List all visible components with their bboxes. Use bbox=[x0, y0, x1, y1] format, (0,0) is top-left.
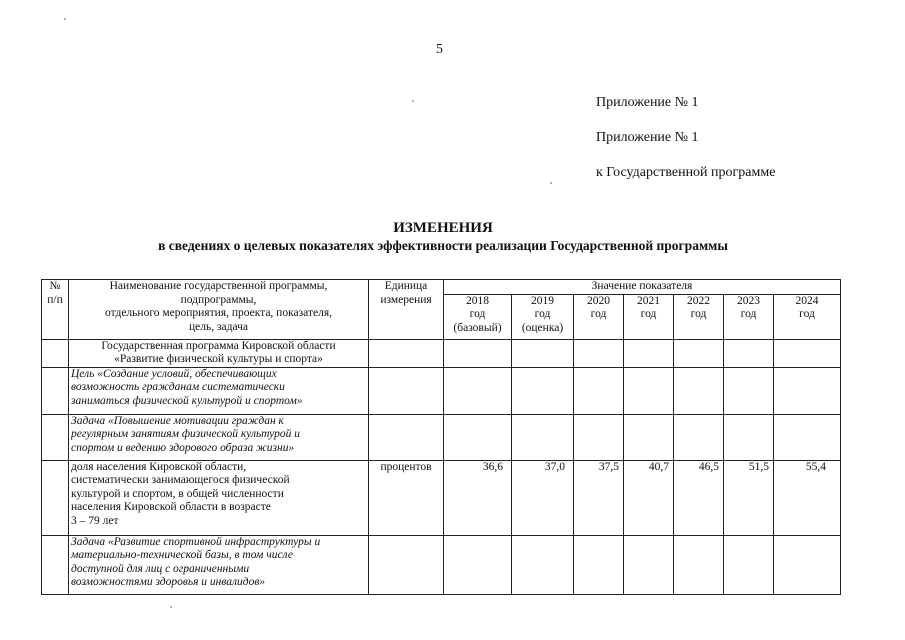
header-row bbox=[42, 280, 841, 295]
appendix-line-2: Приложение № 1 bbox=[596, 130, 699, 145]
header-year-2021: 2021 год bbox=[624, 294, 674, 339]
goal-text: Цель «Создание условий, обеспечивающих возможность гражданам систематически заниматься физической культурой и спортом» bbox=[69, 367, 369, 414]
header-year-2020: 2020 год bbox=[574, 294, 624, 339]
document-subtitle: в сведениях о целевых показателях эффективности реализации Государственной программы bbox=[158, 238, 728, 253]
indicator-name: доля населения Кировской области, систематически занимающегося физической культурой и спортом, в общей численности населения Кировской области в возрасте 3 – 79 лет bbox=[69, 460, 369, 535]
scan-speck bbox=[64, 18, 66, 20]
scan-speck bbox=[170, 606, 172, 608]
header-unit: Единица измерения bbox=[369, 280, 444, 340]
table-row-goal bbox=[42, 367, 841, 414]
table-row-program bbox=[42, 339, 841, 367]
task-1-text: Задача «Повышение мотивации граждан к регулярным занятиям физической культурой и спортом и ведению здорового образа жизни» bbox=[69, 414, 369, 460]
indicator-unit: процентов bbox=[369, 460, 444, 535]
table-row-task-1 bbox=[42, 414, 841, 460]
value-2024: 55,4 bbox=[774, 460, 841, 535]
header-year-2019: 2019 год (оценка) bbox=[512, 294, 574, 339]
value-2022: 46,5 bbox=[674, 460, 724, 535]
header-value-group: Значение показателя bbox=[444, 280, 841, 295]
value-2021: 40,7 bbox=[624, 460, 674, 535]
indicators-table bbox=[41, 279, 841, 595]
value-2018: 36,6 bbox=[444, 460, 512, 535]
header-year-2018: 2018 год (базовый) bbox=[444, 294, 512, 339]
scan-speck bbox=[550, 182, 552, 184]
header-year-2024: 2024 год bbox=[774, 294, 841, 339]
page-number: 5 bbox=[436, 42, 443, 57]
value-2019: 37,0 bbox=[512, 460, 574, 535]
header-name: Наименование государственной программы, подпрограммы, отдельного мероприятия, проекта, показателя, цель, задача bbox=[69, 280, 369, 340]
appendix-line-3: к Государственной программе bbox=[596, 165, 776, 180]
program-name: Государственная программа Кировской области «Развитие физической культуры и спорта» bbox=[69, 339, 369, 367]
task-2-text: Задача «Развитие спортивной инфраструктуры и материально-технической базы, в том числе доступной для лиц с ограниченными возможностями здоровья и инвалидов» bbox=[69, 535, 369, 594]
header-year-2022: 2022 год bbox=[674, 294, 724, 339]
value-2020: 37,5 bbox=[574, 460, 624, 535]
table-row-task-2 bbox=[42, 535, 841, 594]
header-year-2023: 2023 год bbox=[724, 294, 774, 339]
header-num: № п/п bbox=[42, 280, 69, 340]
document-title: ИЗМЕНЕНИЯ bbox=[393, 220, 493, 236]
scan-speck bbox=[412, 100, 414, 102]
value-2023: 51,5 bbox=[724, 460, 774, 535]
table-row-indicator bbox=[42, 460, 841, 535]
appendix-line-1: Приложение № 1 bbox=[596, 95, 699, 110]
